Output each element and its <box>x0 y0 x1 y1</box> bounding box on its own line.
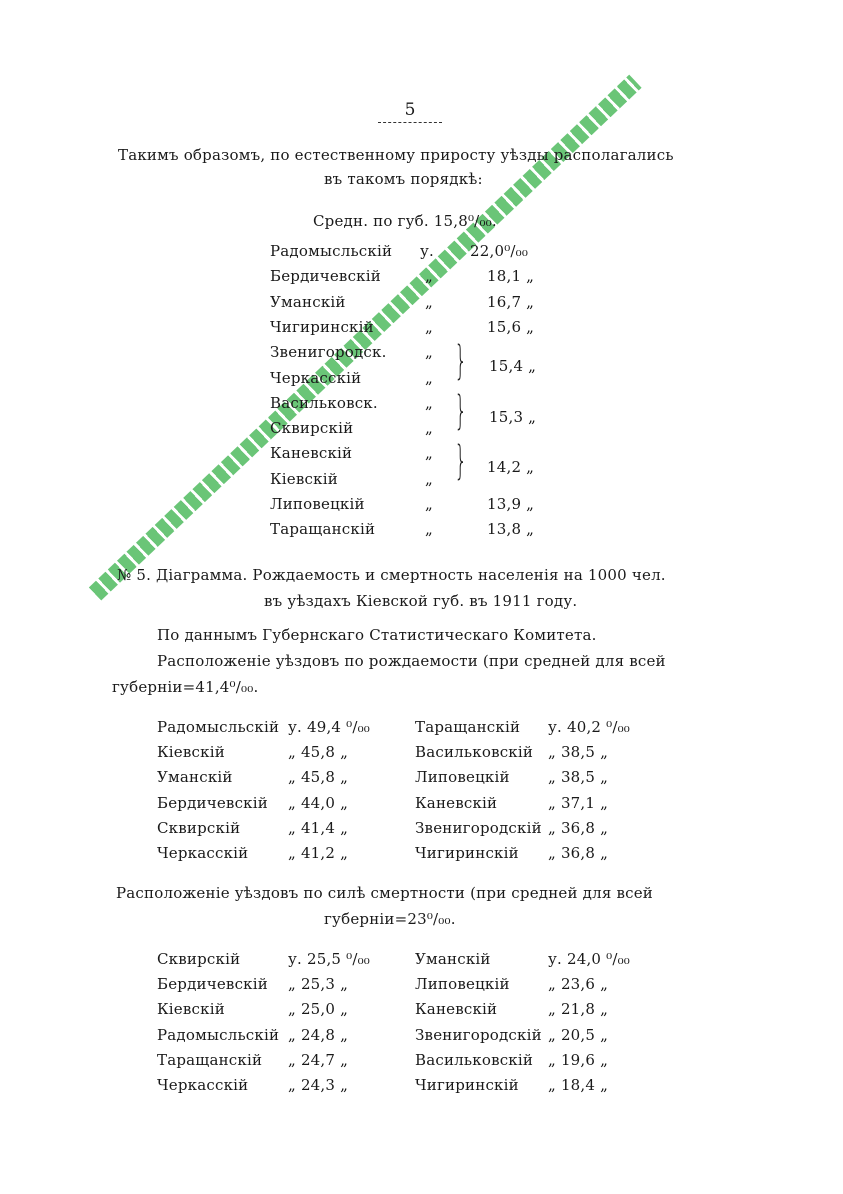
section5-title-1: № 5. Діаграмма. Рождаемость и смертность населенія на 1000 чел. <box>117 566 666 584</box>
increase-row-mark: у. <box>420 242 434 260</box>
births-left-name: Уманскій <box>157 768 233 786</box>
births-left-name: Кіевскій <box>157 743 225 761</box>
increase-row-value: 22,0⁰/₀₀ <box>470 242 529 260</box>
deaths-right-name: Липовецкій <box>415 975 510 993</box>
deaths-right-value: „ 23,6 „ <box>548 975 609 993</box>
deaths-left-value: „ 24,7 „ <box>288 1051 349 1069</box>
deaths-intro-1: Расположеніе уѣздовъ по силѣ смертности (при средней для всей <box>116 884 653 902</box>
births-right-name: Васильковскій <box>415 743 534 761</box>
births-left-value: „ 45,8 „ <box>288 743 349 761</box>
births-right-name: Звенигородскій <box>415 819 542 837</box>
increase-row-value: 13,9 „ <box>487 495 535 513</box>
deaths-right-name: Звенигородскій <box>415 1026 542 1044</box>
births-left-value: „ 41,4 „ <box>288 819 349 837</box>
increase-row-name: Васильковск. <box>270 394 378 412</box>
increase-row-name: Чигиринскій <box>270 318 374 336</box>
increase-row-mark: „ <box>425 293 433 311</box>
deaths-right-name: Каневскій <box>415 1000 498 1018</box>
increase-row-name: Липовецкій <box>270 495 365 513</box>
brace-1: } <box>454 338 468 384</box>
deaths-left-name: Черкасскій <box>157 1076 249 1094</box>
births-left-value: „ 44,0 „ <box>288 794 349 812</box>
increase-row-name: Звенигородск. <box>270 343 387 361</box>
increase-row-name: Сквирскій <box>270 419 354 437</box>
deaths-left-value: „ 25,3 „ <box>288 975 349 993</box>
increase-row-value: 18,1 „ <box>487 267 535 285</box>
births-right-name: Каневскій <box>415 794 498 812</box>
births-right-name: Липовецкій <box>415 768 510 786</box>
deaths-left-value: у. 25,5 ⁰/₀₀ <box>288 950 371 968</box>
deaths-left-name: Сквирскій <box>157 950 241 968</box>
deaths-right-name: Васильковскій <box>415 1051 534 1069</box>
brace-2: } <box>454 388 468 434</box>
deaths-left-value: „ 25,0 „ <box>288 1000 349 1018</box>
deaths-right-value: „ 19,6 „ <box>548 1051 609 1069</box>
page-number: 5 <box>378 100 442 123</box>
increase-row-mark: „ <box>425 318 433 336</box>
increase-row-mark: „ <box>425 394 433 412</box>
births-intro-1: Расположеніе уѣздовъ по рождаемости (при средней для всей <box>157 652 666 670</box>
births-right-name: Чигиринскій <box>415 844 519 862</box>
births-right-value: „ 36,8 „ <box>548 844 609 862</box>
increase-row-value: 13,8 „ <box>487 520 535 538</box>
deaths-left-name: Бердичевскій <box>157 975 268 993</box>
deaths-right-value: „ 20,5 „ <box>548 1026 609 1044</box>
average-line: Средн. по губ. 15,8⁰/₀₀. <box>313 212 497 230</box>
deaths-left-value: „ 24,8 „ <box>288 1026 349 1044</box>
deaths-right-value: „ 21,8 „ <box>548 1000 609 1018</box>
deaths-right-value: „ 18,4 „ <box>548 1076 609 1094</box>
increase-row-value: 15,6 „ <box>487 318 535 336</box>
births-left-name: Черкасскій <box>157 844 249 862</box>
deaths-intro-2: губерніи=23⁰/₀₀. <box>324 910 456 928</box>
increase-row-mark: „ <box>425 520 433 538</box>
increase-row-name: Бердичевскій <box>270 267 381 285</box>
births-left-value: „ 45,8 „ <box>288 768 349 786</box>
increase-row-mark: „ <box>425 267 433 285</box>
births-right-value: у. 40,2 ⁰/₀₀ <box>548 718 631 736</box>
increase-row-mark: „ <box>425 369 433 387</box>
increase-row-name: Каневскій <box>270 444 353 462</box>
grouped-value-3: 14,2 „ <box>487 458 535 476</box>
grouped-value-2: 15,3 „ <box>489 408 537 426</box>
increase-row-name: Уманскій <box>270 293 346 311</box>
births-right-name: Таращанскій <box>415 718 521 736</box>
deaths-left-name: Таращанскій <box>157 1051 263 1069</box>
increase-row-name: Радомысльскій <box>270 242 393 260</box>
brace-3: } <box>454 438 468 484</box>
births-left-name: Бердичевскій <box>157 794 268 812</box>
increase-row-name: Кіевскій <box>270 470 338 488</box>
increase-row-name: Таращанскій <box>270 520 376 538</box>
deaths-right-name: Уманскій <box>415 950 491 968</box>
births-right-value: „ 38,5 „ <box>548 768 609 786</box>
deaths-left-name: Радомысльскій <box>157 1026 280 1044</box>
intro-line-2: въ такомъ порядкѣ: <box>324 170 483 188</box>
grouped-value-1: 15,4 „ <box>489 357 537 375</box>
deaths-right-name: Чигиринскій <box>415 1076 519 1094</box>
births-intro-2: губерніи=41,4⁰/₀₀. <box>112 678 259 696</box>
source-line: По даннымъ Губернскаго Статистическаго Комитета. <box>157 626 597 644</box>
births-left-name: Сквирскій <box>157 819 241 837</box>
births-left-value: у. 49,4 ⁰/₀₀ <box>288 718 371 736</box>
increase-row-mark: „ <box>425 343 433 361</box>
births-left-value: „ 41,2 „ <box>288 844 349 862</box>
increase-row-mark: „ <box>425 495 433 513</box>
births-right-value: „ 36,8 „ <box>548 819 609 837</box>
births-left-name: Радомысльскій <box>157 718 280 736</box>
deaths-left-name: Кіевскій <box>157 1000 225 1018</box>
births-right-value: „ 37,1 „ <box>548 794 609 812</box>
increase-row-mark: „ <box>425 419 433 437</box>
increase-row-value: 16,7 „ <box>487 293 535 311</box>
increase-row-mark: „ <box>425 444 433 462</box>
increase-row-mark: „ <box>425 470 433 488</box>
deaths-left-value: „ 24,3 „ <box>288 1076 349 1094</box>
section5-title-2: въ уѣздахъ Кіевской губ. въ 1911 году. <box>264 592 578 610</box>
intro-line-1: Такимъ образомъ, по естественному приросту уѣзды располагались <box>118 146 674 164</box>
births-right-value: „ 38,5 „ <box>548 743 609 761</box>
increase-row-name: Черкасскій <box>270 369 362 387</box>
deaths-right-value: у. 24,0 ⁰/₀₀ <box>548 950 631 968</box>
